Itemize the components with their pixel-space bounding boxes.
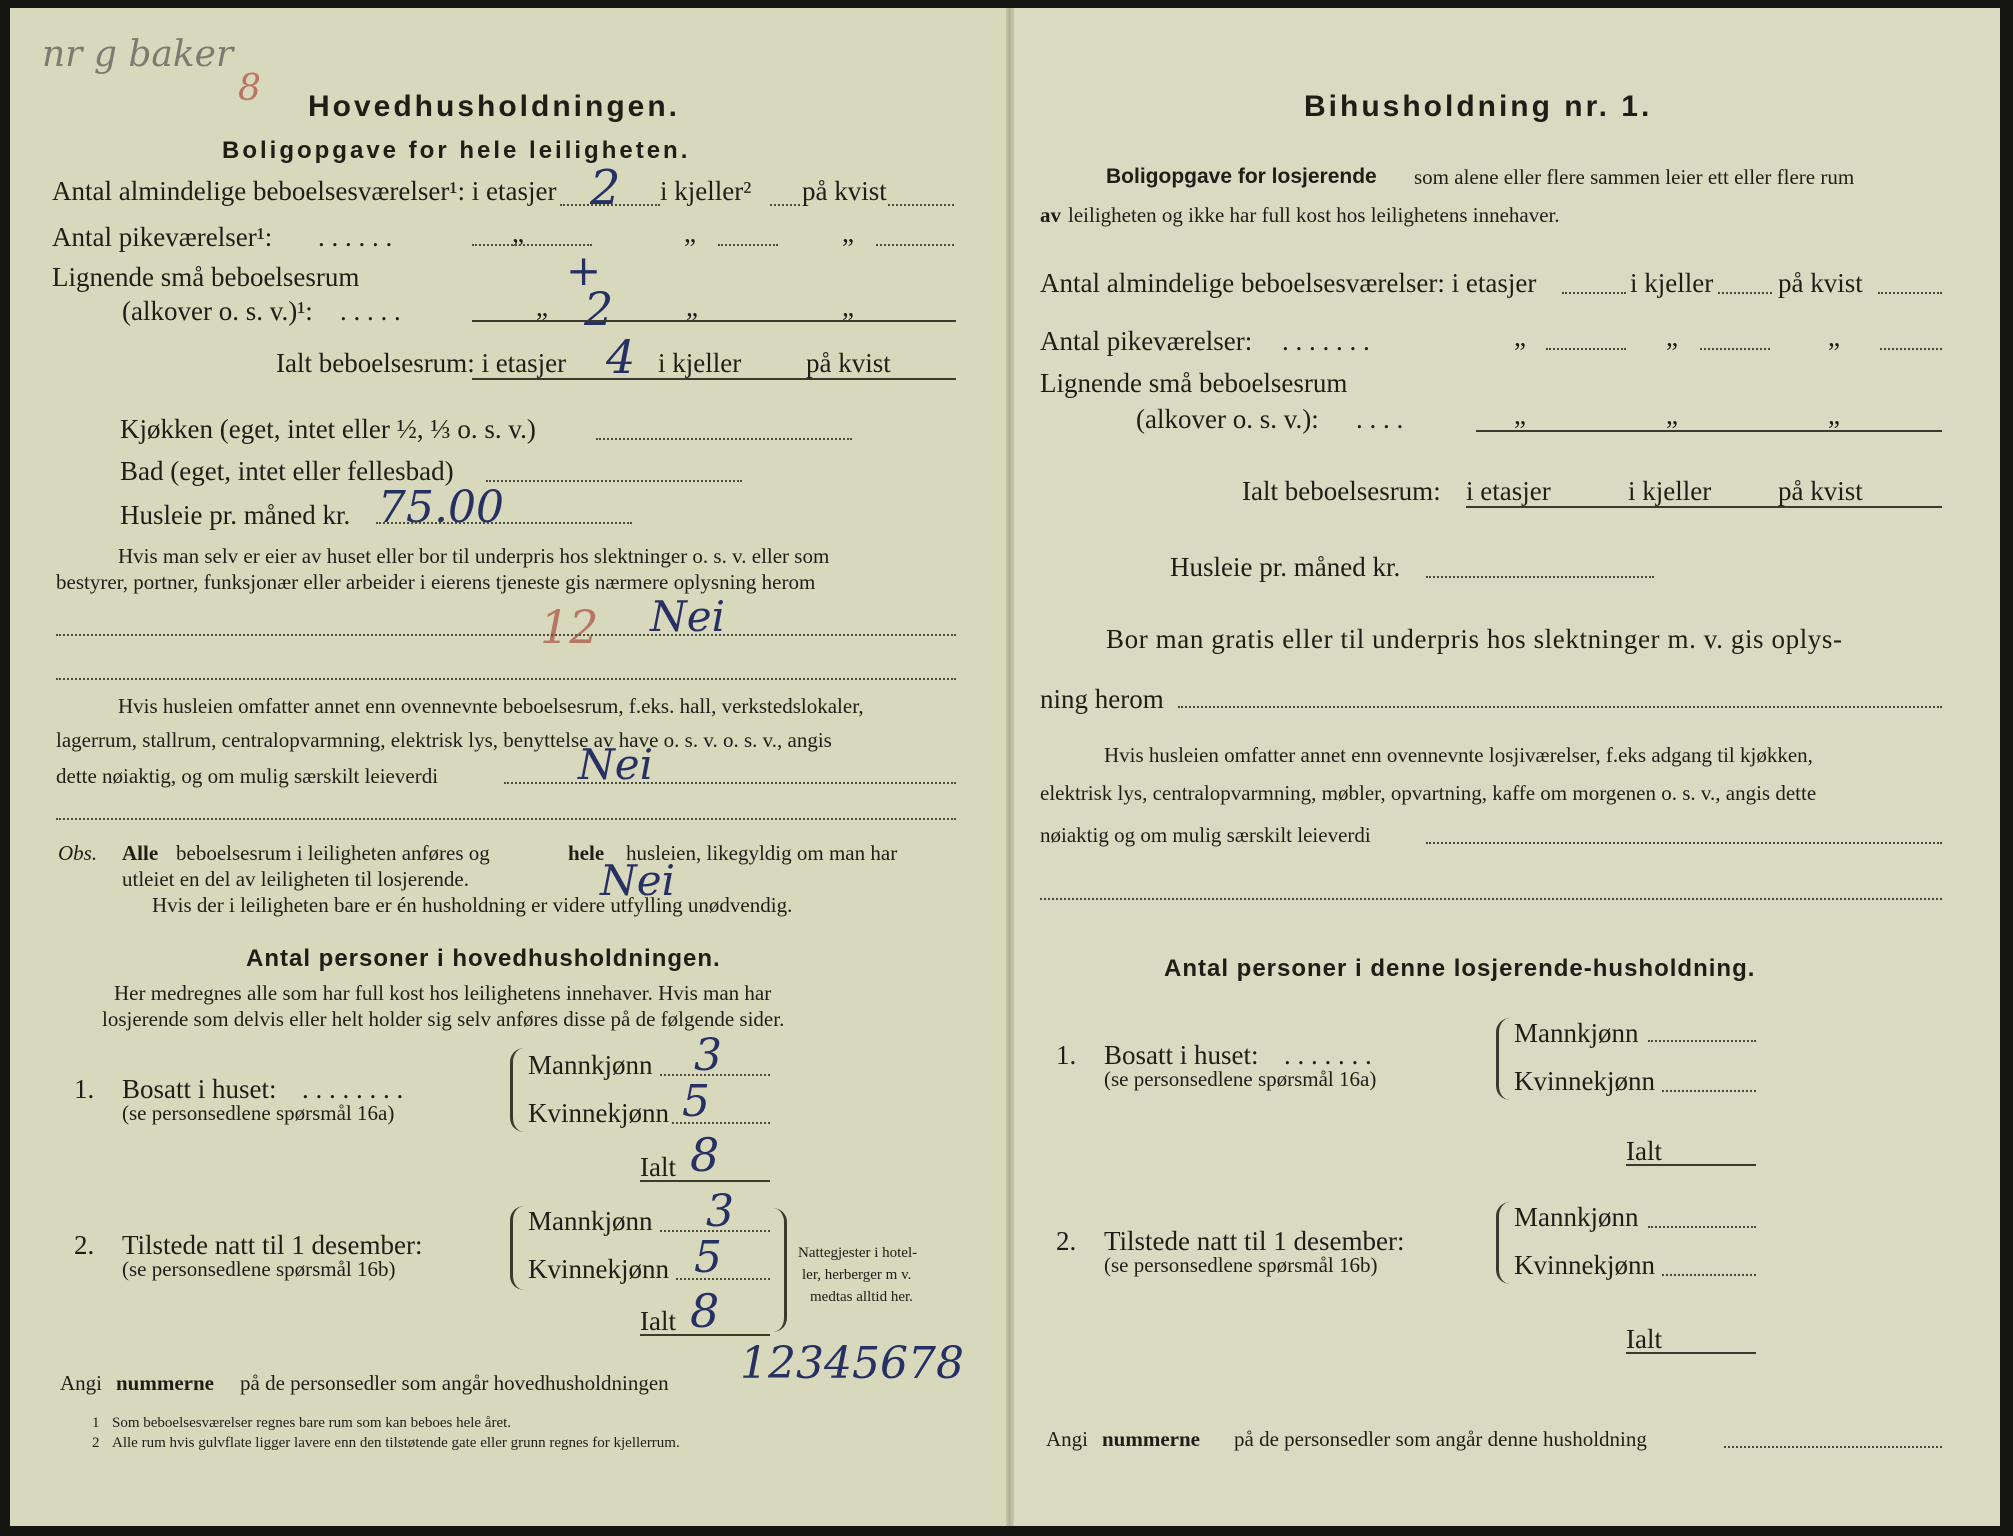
- r-alkover-line: [1476, 430, 1942, 432]
- lignende-label: Lignende små beboelsesrum: [52, 262, 360, 292]
- eier-line-1: [56, 634, 956, 636]
- rooms-kvist-line: [888, 204, 954, 206]
- r-q2-ialt-line: [1626, 1352, 1756, 1354]
- eier-nei: Nei: [650, 592, 726, 641]
- left-subtitle: Boligopgave for hele leiligheten.: [222, 137, 691, 164]
- r-pike-quote-3: „: [1828, 322, 1840, 352]
- alkover-dots: . . . . .: [340, 296, 401, 326]
- natte-note-3: medtas alltid her.: [810, 1289, 913, 1305]
- rooms-kjeller-line: [770, 204, 800, 206]
- r-q1-ialt: Ialt: [1626, 1136, 1662, 1166]
- r-q2-kvinne-line: [1662, 1274, 1756, 1276]
- natte-note-1: Nattegjester i hotel-: [798, 1245, 918, 1261]
- footnote-1-num: 1: [92, 1415, 100, 1431]
- obs-text-1a: beboelsesrum i leiligheten anføres og: [176, 841, 490, 865]
- persons-text-1: Her medregnes alle som har full kost hos leilighetens innehaver. Hvis man har: [114, 981, 772, 1005]
- r-rooms-kjeller: i kjeller: [1630, 268, 1714, 298]
- r-pike-line-3: [1880, 348, 1942, 350]
- right-title: Bihusholdning nr. 1.: [1304, 90, 1653, 123]
- r-q2-sub: (se personsedlene spørsmål 16b): [1104, 1253, 1378, 1277]
- r-bor-line: [1178, 706, 1942, 708]
- r-q1-dots: . . . . . . .: [1284, 1040, 1372, 1070]
- r-q2-ialt: Ialt: [1626, 1324, 1662, 1354]
- eier-line-2: [56, 678, 956, 680]
- left-title: Hovedhusholdningen.: [308, 90, 680, 123]
- husleie-label: Husleie pr. måned kr.: [120, 500, 351, 530]
- r-husleie-line: [1426, 576, 1654, 578]
- omfatter-1: Hvis husleien omfatter annet enn ovennevnte beboelsesrum, f.eks. hall, verkstedslokaler,: [118, 694, 864, 718]
- r-ialt-etasjer: i etasjer: [1466, 476, 1551, 506]
- q2-right-brace: [770, 1208, 787, 1332]
- q2-brace: [510, 1206, 525, 1290]
- bolig-bold: Boligopgave for losjerende: [1106, 165, 1377, 188]
- angi-pre: Angi: [60, 1371, 102, 1395]
- r-persons-title: Antal personer i denne losjerende-husholdning.: [1164, 955, 1756, 982]
- r-q1-label: Bosatt i huset:: [1104, 1040, 1259, 1070]
- r-q2-brace: [1496, 1202, 1511, 1284]
- q2-kvinne-label: Kvinnekjønn: [528, 1254, 669, 1284]
- husleie-value: 75.00: [378, 482, 504, 533]
- q1-kvinne-value: 5: [682, 1076, 710, 1127]
- husleie-line: [376, 522, 632, 524]
- r-pike-quote-1: „: [1514, 322, 1526, 352]
- q1-ialt-line: [640, 1180, 770, 1182]
- r-q1-sub: (se personsedlene spørsmål 16a): [1104, 1067, 1377, 1091]
- q1-ialt-label: Ialt: [640, 1152, 676, 1182]
- rooms-kvist-label: på kvist: [802, 176, 887, 206]
- r-lignende-label: Lignende små beboelsesrum: [1040, 368, 1348, 398]
- rooms-kjeller-label: i kjeller²: [660, 176, 752, 206]
- r-rooms-etasjer-line: [1562, 292, 1626, 294]
- rooms-ordinary-label: Antal almindelige beboelsesværelser¹: i etasjer: [52, 176, 557, 206]
- pike-quote-1: „: [512, 218, 524, 248]
- q1-label: Bosatt i huset:: [122, 1074, 277, 1104]
- alkover-quote-3: „: [842, 292, 854, 322]
- r-ialt-label: Ialt beboelsesrum:: [1242, 476, 1441, 506]
- r-omfatter-2: elektrisk lys, centralopvarmning, møbler, opvartning, kaffe om morgenen o. s. v., angis dette: [1040, 781, 1817, 805]
- q2-ialt-value: 8: [690, 1284, 720, 1338]
- ialt-rooms-label: Ialt beboelsesrum: i etasjer: [276, 348, 567, 378]
- rooms-etasjer-value: 2: [590, 160, 621, 216]
- r-q1-ialt-line: [1626, 1164, 1756, 1166]
- obs-text-3: Hvis der i leiligheten bare er én husholdning er videre utfylling unødvendig.: [152, 893, 793, 917]
- pike-line-3: [876, 244, 954, 246]
- q1-mann-label: Mannkjønn: [528, 1050, 653, 1080]
- r-rooms-label: Antal almindelige beboelsesværelser: i etasjer: [1040, 268, 1537, 298]
- q1-kvinne-label: Kvinnekjønn: [528, 1098, 669, 1128]
- omfatter-2: lagerrum, stallrum, centralopvarmning, elektrisk lys, benyttelse av have o. s. v. o. s. v., angis: [56, 728, 832, 752]
- obs-hele: hele: [568, 841, 605, 865]
- pike-line-2: [718, 244, 778, 246]
- q1-sub: (se personsedlene spørsmål 16a): [122, 1101, 395, 1125]
- r-omfatter-line-2: [1040, 898, 1942, 900]
- r-q1-kvinne-line: [1662, 1090, 1756, 1092]
- obs-label: Obs.: [58, 841, 98, 865]
- r-alkover-quote-3: „: [1828, 400, 1840, 430]
- persons-text-2: losjerende som delvis eller helt holder sig selv anføres disse på de følgende sider.: [102, 1007, 785, 1031]
- persons-title: Antal personer i hovedhusholdningen.: [246, 945, 721, 972]
- eier-text-2: bestyrer, portner, funksjonær eller arbeider i eierens tjeneste gis nærmere oplysning herom: [56, 570, 816, 594]
- pike-quote-2: „: [684, 218, 696, 248]
- r-q1-kvinne: Kvinnekjønn: [1514, 1066, 1655, 1096]
- r-angi-bold: nummerne: [1102, 1427, 1200, 1451]
- lignende-plus: +: [566, 246, 602, 295]
- q1-ialt-value: 8: [690, 1128, 720, 1182]
- r-rooms-kvist: på kvist: [1778, 268, 1863, 298]
- angi-numbers: 12345678: [740, 1338, 964, 1389]
- q2-kvinne-line: [676, 1278, 770, 1280]
- kjokken-label: Kjøkken (eget, intet eller ½, ⅓ o. s. v.): [120, 414, 536, 444]
- eier-number: 12: [540, 600, 599, 654]
- q2-ialt-line: [640, 1334, 770, 1336]
- pike-label: Antal pikeværelser¹:: [52, 222, 273, 252]
- q2-label: Tilstede natt til 1 desember:: [122, 1230, 423, 1260]
- r-alkover-label: (alkover o. s. v.):: [1136, 404, 1319, 434]
- ialt-kjeller-label: i kjeller: [658, 348, 742, 378]
- bad-label: Bad (eget, intet eller fellesbad): [120, 456, 454, 486]
- r-husleie-label: Husleie pr. måned kr.: [1170, 552, 1401, 582]
- eier-text-1: Hvis man selv er eier av huset eller bor til underpris hos slektninger o. s. v. eller som: [118, 544, 830, 568]
- r-alkover-dots: . . . .: [1356, 404, 1404, 434]
- kjokken-line: [596, 438, 852, 440]
- r-angi-post: på de personsedler som angår denne husholdning: [1234, 1427, 1647, 1451]
- omfatter-nei: Nei: [578, 740, 654, 789]
- bad-line: [486, 480, 742, 482]
- alkover-quote-1: „: [536, 292, 548, 322]
- r-q1-number: 1.: [1056, 1040, 1077, 1070]
- r-q1-mann-line: [1648, 1040, 1756, 1042]
- alkover-label: (alkover o. s. v.)¹:: [122, 296, 313, 326]
- ialt-line: [472, 378, 956, 380]
- r-q2-mann-line: [1648, 1226, 1756, 1228]
- q1-dots: . . . . . . . .: [302, 1074, 404, 1104]
- r-rooms-kvist-line: [1878, 292, 1942, 294]
- angi-bold: nummerne: [116, 1371, 214, 1395]
- obs-alle: Alle: [122, 841, 159, 865]
- r-angi-pre: Angi: [1046, 1427, 1088, 1451]
- r-ialt-line: [1466, 506, 1942, 508]
- obs-text-2: utleiet en del av leiligheten til losjerende.: [122, 867, 469, 891]
- r-bor-1: Bor man gratis eller til underpris hos slektninger m. v. gis oplys-: [1106, 624, 1843, 654]
- pike-dots: . . . . . .: [318, 222, 393, 252]
- pencil-number: 8: [238, 68, 261, 109]
- r-omfatter-line-1: [1426, 842, 1942, 844]
- pike-quote-3: „: [842, 218, 854, 248]
- r-omfatter-3: nøiaktig og om mulig særskilt leieverdi: [1040, 823, 1371, 847]
- r-angi-line: [1724, 1446, 1942, 1448]
- ialt-kvist-label: på kvist: [806, 348, 891, 378]
- page-fold: [1006, 8, 1014, 1526]
- r-pike-dots: . . . . . . .: [1282, 326, 1370, 356]
- q2-mann-value: 3: [706, 1186, 734, 1237]
- r-alkover-quote-2: „: [1666, 400, 1678, 430]
- bolig-av: av: [1040, 203, 1061, 227]
- angi-post: på de personsedler som angår hovedhusholdningen: [240, 1371, 669, 1395]
- r-q2-label: Tilstede natt til 1 desember:: [1104, 1226, 1405, 1256]
- r-rooms-kjeller-line: [1718, 292, 1772, 294]
- alkover-line: [472, 320, 956, 322]
- r-q1-mann: Mannkjønn: [1514, 1018, 1639, 1048]
- r-pike-quote-2: „: [1666, 322, 1678, 352]
- r-ialt-kjeller: i kjeller: [1628, 476, 1712, 506]
- q1-mann-line: [660, 1074, 770, 1076]
- r-q2-kvinne: Kvinnekjønn: [1514, 1250, 1655, 1280]
- obs-nei: Nei: [600, 856, 676, 905]
- r-bor-2: ning herom: [1040, 684, 1164, 714]
- r-pike-line-1: [1546, 348, 1626, 350]
- q2-mann-label: Mannkjønn: [528, 1206, 653, 1236]
- lignende-value: 2: [584, 282, 614, 336]
- q1-mann-value: 3: [694, 1030, 722, 1081]
- bolig-text-1: som alene eller flere sammen leier ett eller flere rum: [1414, 165, 1855, 189]
- footnote-1: Som beboelsesværelser regnes bare rum som kan beboes hele året.: [112, 1415, 512, 1431]
- natte-note-2: ler, herberger m v.: [802, 1267, 912, 1283]
- q2-ialt-label: Ialt: [640, 1306, 676, 1336]
- pencil-note: nr g baker: [42, 34, 234, 75]
- footnote-2-num: 2: [92, 1435, 100, 1451]
- r-q2-number: 2.: [1056, 1226, 1077, 1256]
- q2-sub: (se personsedlene spørsmål 16b): [122, 1257, 396, 1281]
- alkover-quote-2: „: [686, 292, 698, 322]
- bolig-text-2: leiligheten og ikke har full kost hos leilighetens innehaver.: [1068, 203, 1560, 227]
- r-q2-mann: Mannkjønn: [1514, 1202, 1639, 1232]
- q1-kvinne-line: [672, 1122, 770, 1124]
- q2-kvinne-value: 5: [694, 1232, 722, 1283]
- ialt-rooms-value: 4: [606, 330, 636, 384]
- q1-number: 1.: [74, 1074, 95, 1104]
- q1-brace: [510, 1048, 525, 1132]
- r-omfatter-1: Hvis husleien omfatter annet enn ovennevnte losjiværelser, f.eks adgang til kjøkken,: [1104, 743, 1813, 767]
- obs-text-1b: husleien, likegyldig om man har: [626, 841, 898, 865]
- r-alkover-quote-1: „: [1514, 400, 1526, 430]
- footnote-2: Alle rum hvis gulvflate ligger lavere enn den tilstøtende gate eller grunn regnes for kjellerrum.: [112, 1435, 680, 1451]
- omfatter-line-1: [504, 782, 956, 784]
- omfatter-line-2: [56, 818, 956, 820]
- r-ialt-kvist: på kvist: [1778, 476, 1863, 506]
- r-pike-label: Antal pikeværelser:: [1040, 326, 1253, 356]
- r-q1-brace: [1496, 1018, 1511, 1100]
- q2-number: 2.: [74, 1230, 95, 1260]
- r-pike-line-2: [1700, 348, 1770, 350]
- omfatter-3: dette nøiaktig, og om mulig særskilt leieverdi: [56, 764, 439, 788]
